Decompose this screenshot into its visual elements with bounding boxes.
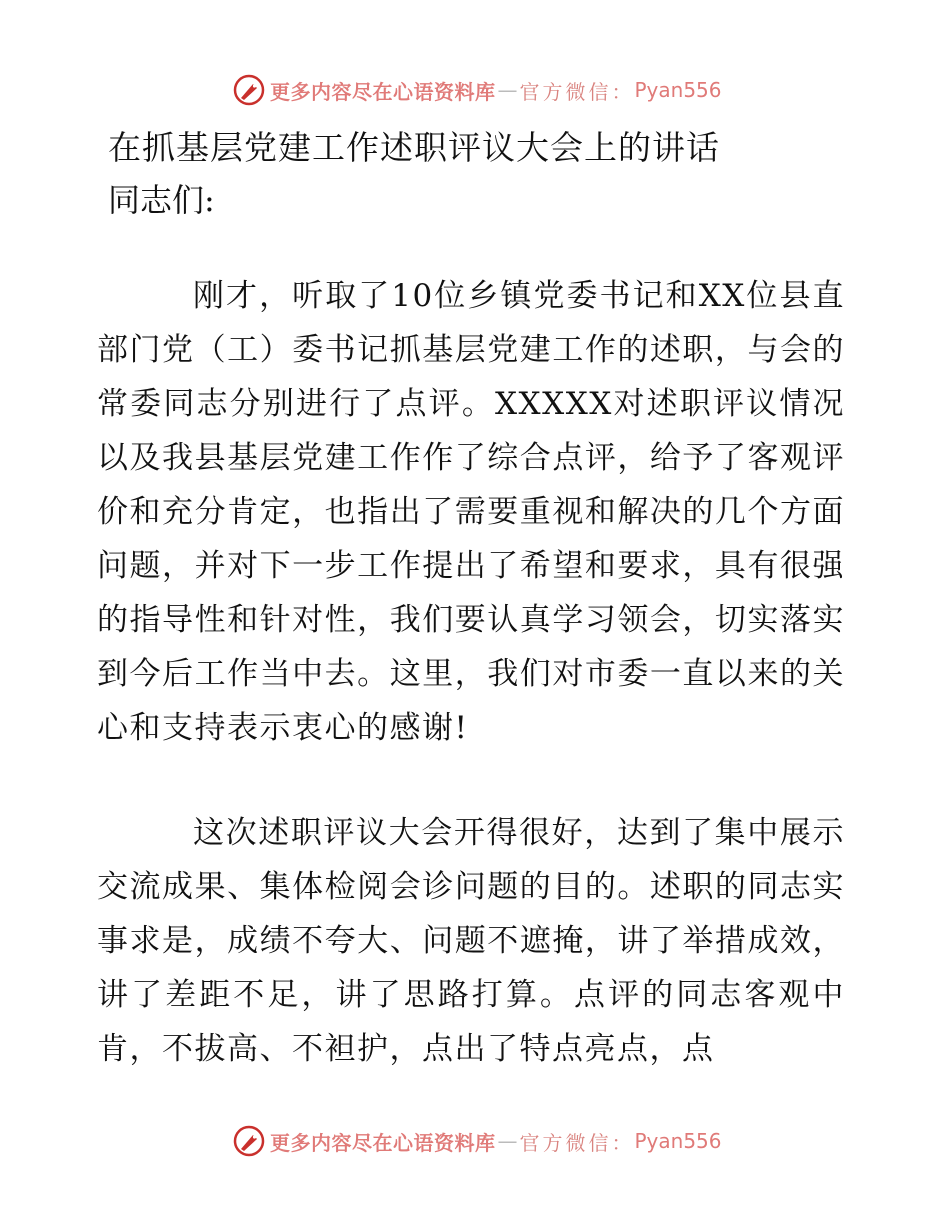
watermark-wechat-id: Pyan556 — [634, 1129, 722, 1153]
paragraph-2: 这次述职评议大会开得很好，达到了集中展示交流成果、集体检阅会诊问题的目的。述职的同志实事求是，成绩不夸大、问题不遮掩，讲了举措成效，讲了差距不足，讲了思路打算。点评的同志客观中肯，不拔高、不袒护，点出了特点亮点，点 — [97, 815, 845, 1067]
watermark-separator: — — [497, 1129, 518, 1153]
watermark-site-text: 更多内容尽在心语资料库 — [270, 79, 496, 104]
watermark-wechat-id: Pyan556 — [634, 78, 722, 102]
pen-nib-logo-icon — [232, 1124, 266, 1158]
document-title: 在抓基层党建工作述职评议大会上的讲话 — [108, 128, 720, 167]
watermark-wechat-label: 官方微信： — [519, 1130, 635, 1155]
header-watermark — [232, 72, 722, 108]
paragraph-1: 刚才，听取了10位乡镇党委书记和XX位县直部门党（工）委书记抓基层党建工作的述职，与会的常委同志分别进行了点评。XXXXX对述职评议情况以及我县基层党建工作作了综合点评，给予了客观评价和充分肯定，也指出了需要重视和解决的几个方面问题，并对下一步工作提出了希望和要求，具有很强的指导性和针对性，我们要认真学习领会，切实落实到今后工作当中去。这里，我们对市委一直以来的关心和支持表示衷心的感谢! — [97, 278, 845, 746]
pen-nib-logo-icon — [232, 73, 266, 107]
footer-watermark — [232, 1123, 722, 1159]
watermark-wechat-label: 官方微信： — [519, 79, 635, 104]
watermark-site-text: 更多内容尽在心语资料库 — [270, 1130, 496, 1155]
salutation: 同志们: — [108, 181, 215, 219]
watermark-separator: — — [497, 78, 518, 102]
